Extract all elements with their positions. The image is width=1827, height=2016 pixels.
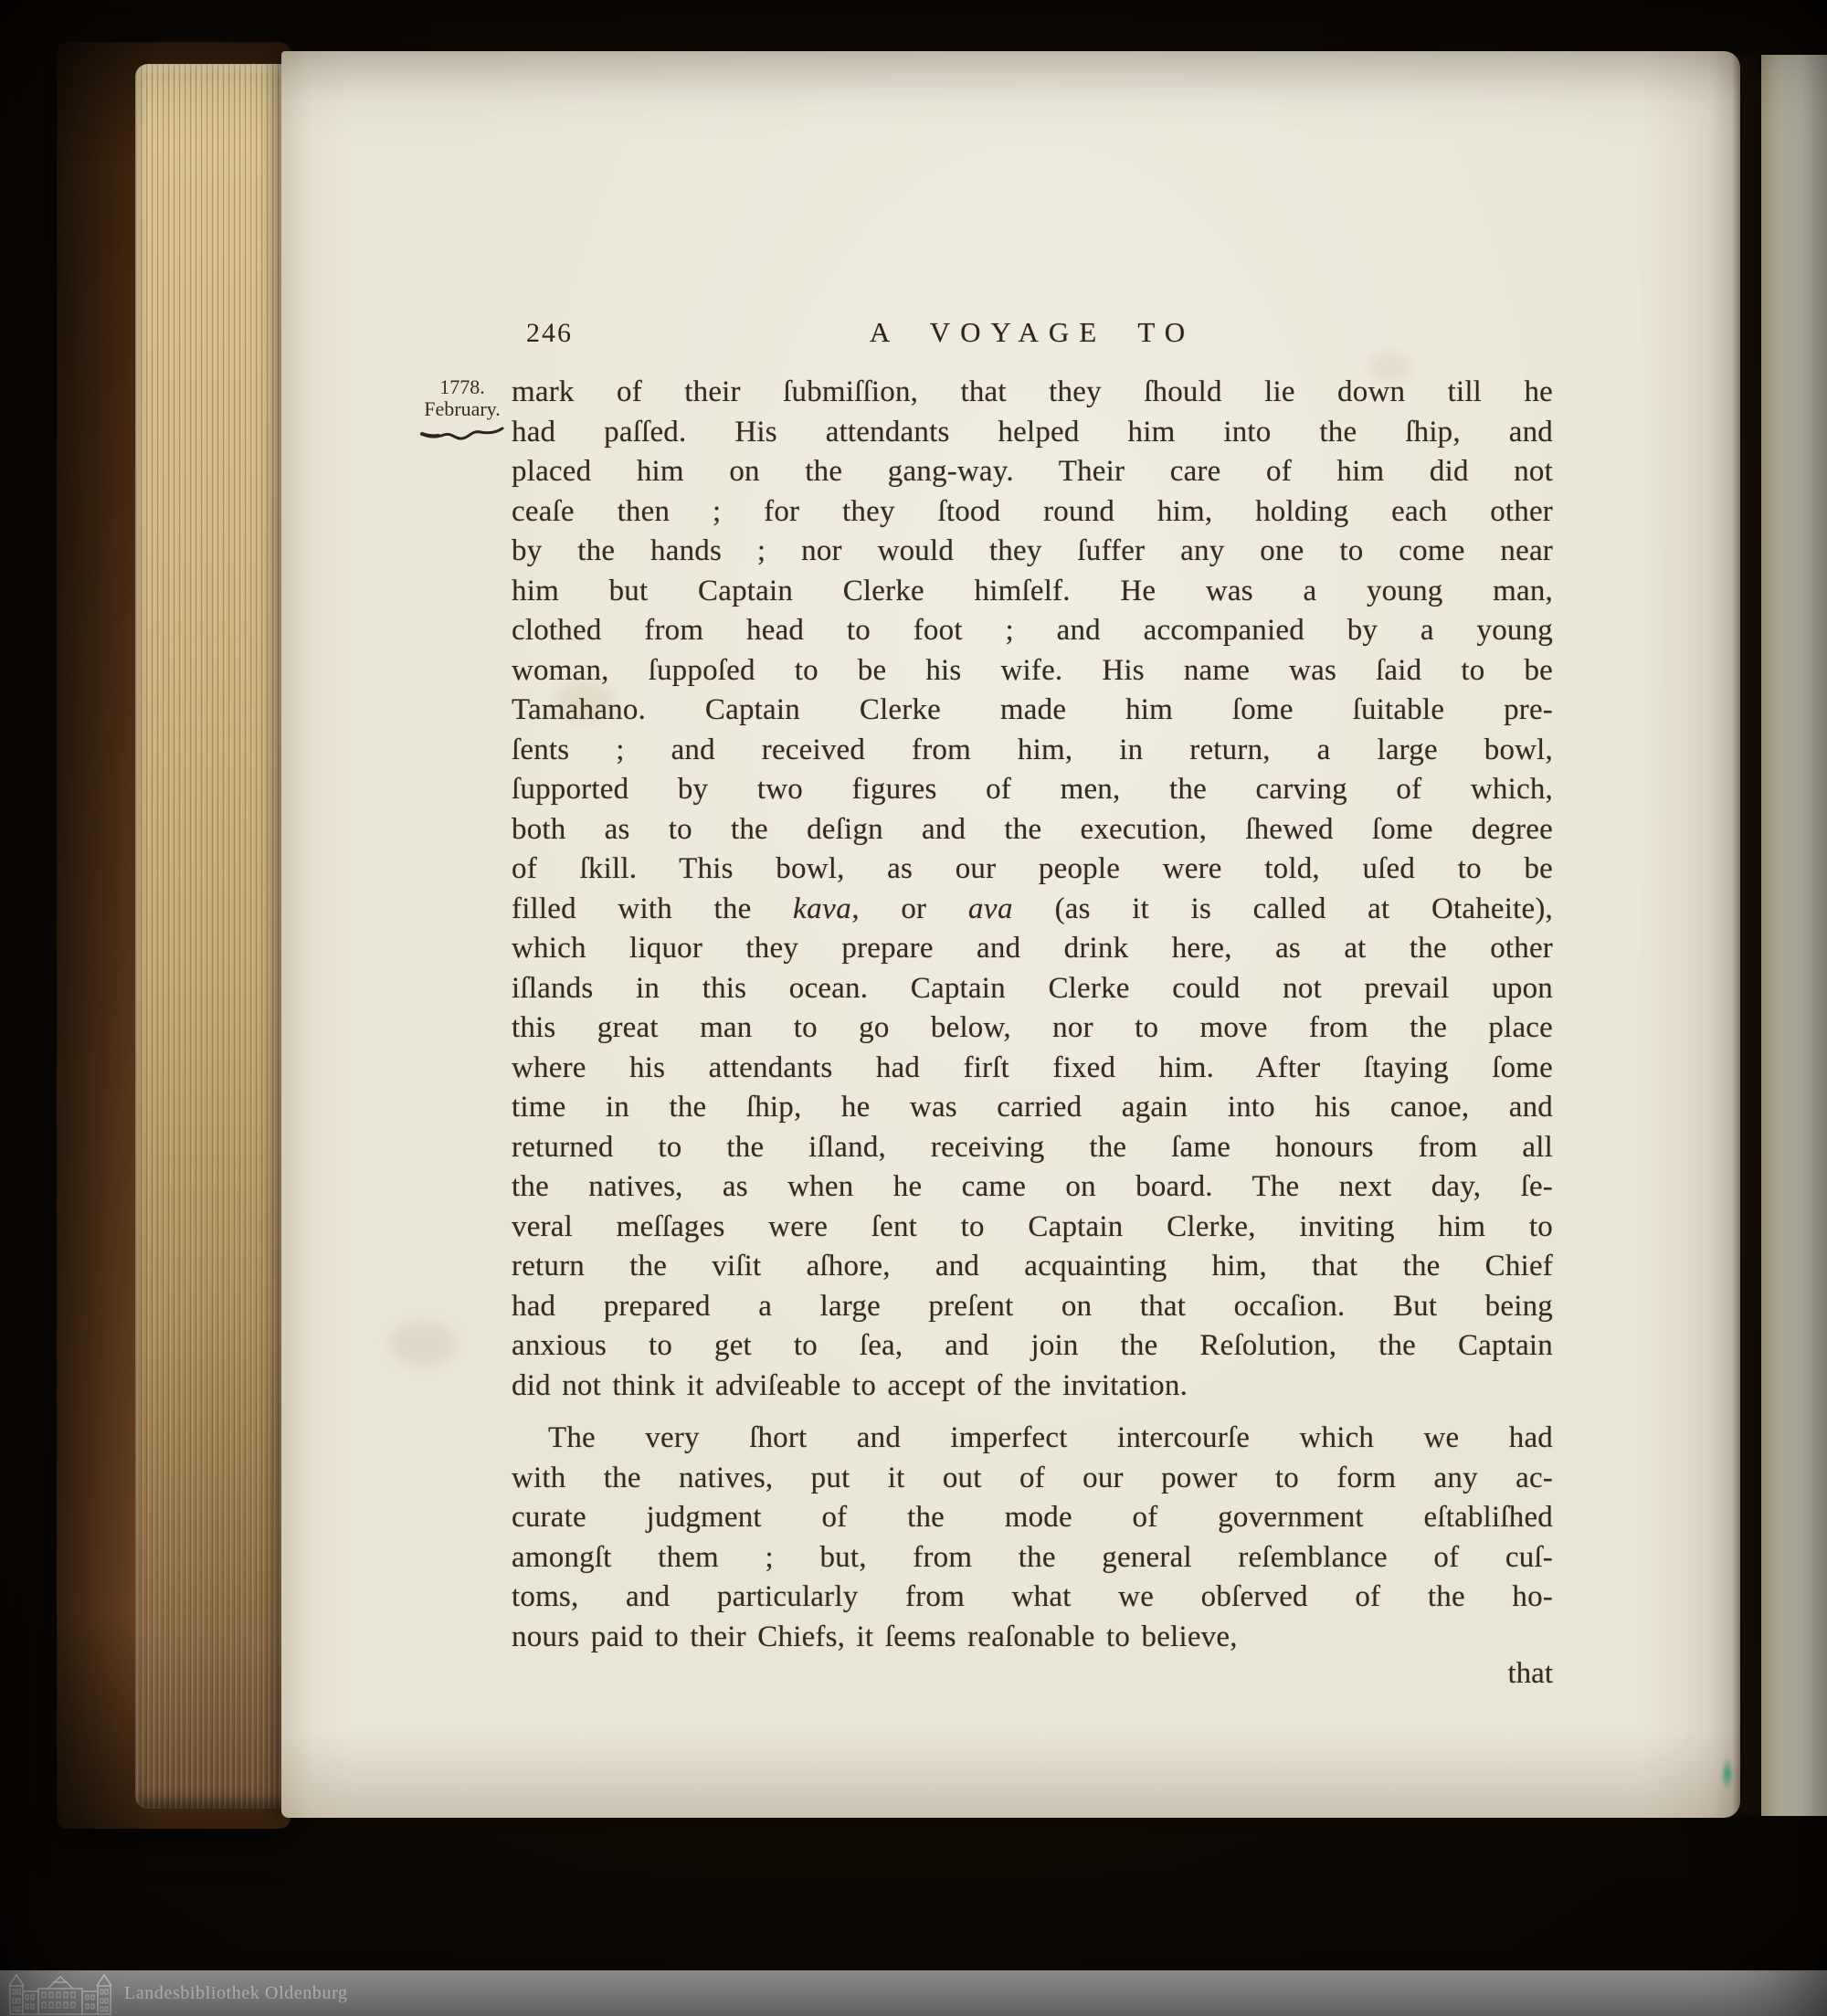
text-line: time in the ſhip, he was carried again into his canoe, and	[512, 1091, 1553, 1124]
text-line: curate judgment of the mode of government eſtabliſhed	[512, 1501, 1553, 1534]
text-line: iſlands in this ocean. Captain Clerke could not prevail upon	[512, 971, 1553, 1005]
text-line: where his attendants had firſt fixed him. After ſtaying ſome	[512, 1050, 1553, 1084]
text-line: the natives, as when he came on board. The next day, ſe-	[512, 1170, 1553, 1203]
paper-stain	[389, 1321, 457, 1367]
book-gutter-shadow	[1732, 53, 1765, 1816]
facing-page-edge	[1761, 55, 1827, 1816]
text-line: ſents ; and received from him, in return, a large bowl,	[512, 733, 1553, 766]
text-line: amongſt them ; but, from the general reſemblance of cuſ-	[512, 1540, 1553, 1574]
text-line: filled with the kava, or ava (as it is called at Otaheite),	[512, 892, 1553, 925]
text-line: ceaſe then ; for they ſtood round him, holding each other	[512, 494, 1553, 528]
text-line: had prepared a large preſent on that occaſion. But being	[512, 1289, 1553, 1323]
margin-date-note	[411, 376, 513, 443]
text-line: veral meſſages were ſent to Captain Clerke, inviting him to	[512, 1209, 1553, 1243]
text-line: clothed from head to foot ; and accompanied by a young	[512, 614, 1553, 647]
text-line: returned to the iſland, receiving the ſame honours from all	[512, 1130, 1553, 1164]
text-line: of ſkill. This bowl, as our people were told, uſed to be	[512, 852, 1553, 885]
text-line: The very ſhort and imperfect intercourſe which we had	[548, 1421, 1553, 1454]
text-line: mark of their ſubmiſſion, that they ſhould lie down till he	[512, 375, 1553, 408]
text-line: did not think it adviſeable to accept of the invitation.	[512, 1368, 1188, 1402]
margin-month: February.	[424, 397, 501, 420]
text-line: him but Captain Clerke himſelf. He was a young man,	[512, 574, 1553, 607]
body-text	[512, 373, 1553, 1657]
text-line: nours paid to their Chiefs, it ſeems reaſonable to believe,	[512, 1620, 1238, 1653]
margin-year: 1778.	[439, 375, 485, 398]
text-line: return the viſit aſhore, and acquainting him, that the Chief	[512, 1250, 1553, 1282]
text-line: placed him on the gang-way. Their care of him did not	[512, 455, 1553, 488]
text-line: this great man to go below, nor to move from the place	[512, 1011, 1553, 1044]
date-flourish-icon	[420, 427, 504, 443]
text-line: both as to the deſign and the execution, ſhewed ſome degree	[512, 812, 1553, 846]
library-logo-icon	[7, 1971, 113, 2015]
text-line: by the hands ; nor would they ſuffer any one to come near	[512, 534, 1553, 567]
text-line: with the natives, put it out of our power to form any ac-	[512, 1461, 1553, 1494]
catchword: that	[1507, 1657, 1553, 1690]
text-line: anxious to get to ſea, and join the Reſolution, the Captain	[512, 1329, 1553, 1362]
book-page	[281, 51, 1740, 1818]
running-head: A VOYAGE TO	[869, 316, 1196, 348]
text-line: toms, and particularly from what we obſerved of the ho-	[512, 1580, 1553, 1613]
text-line: Tamahano. Captain Clerke made him ſome ſuitable pre-	[512, 693, 1553, 726]
watermark-label: Landesbibliothek Oldenburg	[124, 1982, 348, 2003]
page-edge-stack	[135, 64, 289, 1809]
text-line: which liquor they prepare and drink here, as at the other	[512, 932, 1553, 965]
page-number: 246	[526, 318, 573, 348]
ink-smudge	[1721, 1757, 1734, 1790]
text-line: woman, ſuppoſed to be his wife. His name was ſaid to be	[512, 653, 1553, 687]
text-line: had paſſed. His attendants helped him into the ſhip, and	[512, 415, 1553, 449]
text-line: ſupported by two figures of men, the carving of which,	[512, 773, 1553, 806]
watermark-bar	[0, 1970, 1827, 2016]
